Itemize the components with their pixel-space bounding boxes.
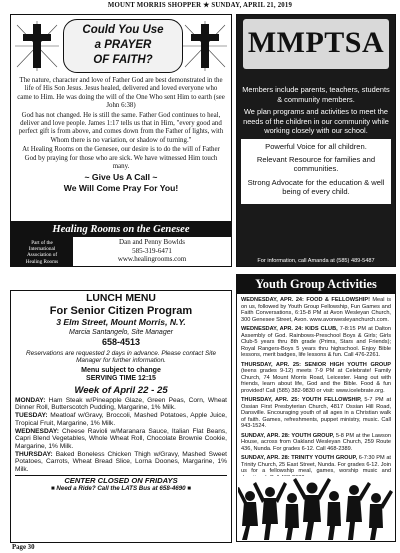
cross-icon: [15, 19, 59, 73]
lunch-subtitle: For Senior Citizen Program: [49, 304, 193, 317]
affiliation-line: International: [28, 246, 56, 253]
lunch-ride-notice: ■ Need a Ride? Call the LATS Bus at 658-4690 ■: [50, 485, 192, 493]
menu-day-label: WEDNESDAY:: [15, 427, 59, 435]
youth-event-text: 7-8:15 PM at Dalton Assembly of God. Rainbows-Preschool Boys & Girls; Girls Club-5 years thru 8th grade (Prims, Stars and Friends); Royal Rangers-Boys 5 years thru highschool. Enjoy Bible lessons, merit badges, life lessons & fun. Call 476-2261.: [241, 325, 391, 359]
prayer-paragraph: At Healing Rooms on the Genesee, our desire is to do the will of Father God by praying for those who are sick. We have witnessed Him touch many.: [22, 146, 220, 171]
youth-event-heading: WEDNESDAY, APR. 24: KIDS CLUB,: [241, 325, 338, 332]
youth-event: [241, 397, 391, 430]
healing-rooms-title: Healing Rooms on the Genesee: [52, 224, 190, 235]
mmptsa-contact: For information, call Amanda at (585) 489-5487: [237, 256, 395, 266]
menu-monday: [15, 397, 227, 412]
affiliation-line: Part of the: [31, 240, 53, 246]
mmptsa-ad: [236, 14, 396, 267]
mmptsa-mission-text: We plan programs and activities to meet the needs of the children in our community while working closely with our school.: [243, 107, 389, 135]
menu-day-label: MONDAY:: [15, 396, 46, 404]
lunch-closed-notice: CENTER CLOSED ON FRIDAYS: [15, 475, 227, 486]
youth-event-text: 5-8 PM at the Lawson House, across from Oakland Wesleyan Church, 259 Route 436, Nunda. For grades 6-12. Call 468-2389.: [241, 432, 391, 452]
lunch-menu: [10, 290, 232, 543]
menu-tuesday: [15, 412, 227, 427]
healing-rooms-affiliation: [11, 237, 73, 266]
healing-rooms-footer: [10, 222, 232, 267]
menu-day-label: TUESDAY:: [15, 412, 48, 420]
healing-rooms-info: [11, 237, 231, 266]
healing-rooms-contact: [73, 237, 231, 266]
mmptsa-value: Relevant Resource for families and communities.: [256, 154, 376, 174]
youth-group-activities: [236, 274, 396, 542]
youth-event-list: [237, 294, 395, 481]
prayer-title-line: OF FAITH?: [93, 54, 153, 66]
prayer-ad-header: [11, 15, 231, 77]
youth-event-text: 6-7:30 PM at Trinity Church, 25 East Street, Nunda. For grades 6-12. Join us for a fellowship meal, games, worship music and: [241, 455, 391, 475]
affiliation-line: Healing Rooms: [25, 258, 59, 265]
mmptsa-logo-text: MMPTSA: [243, 19, 389, 69]
lunch-serving-time: SERVING TIME 12:15: [86, 375, 156, 383]
prayer-title-line: Could You Use: [82, 24, 164, 36]
menu-thursday: [15, 451, 227, 474]
contact-names: Dan and Penny Bowlds: [119, 238, 185, 246]
mmptsa-values-box: [241, 139, 391, 204]
lunch-title: LUNCH MENU: [86, 293, 156, 304]
youth-event: [241, 297, 391, 323]
prayer-cta-line: ~ Give Us A Call ~: [84, 172, 158, 183]
menu-day-items: Cheese Ravioli w/Maranara Sauce, Italian Flat Beans, Capri Blend Vegetables, Whole Wheat Roll, Chocolate Brownie Cookie, Margarine, 1% Milk.: [15, 427, 227, 450]
prayer-call-to-action: [11, 172, 231, 194]
prayer-cta-line: We Will Come Pray For You!: [63, 183, 179, 194]
mmptsa-logo: [237, 19, 395, 85]
prayer-body: [11, 77, 231, 171]
youth-event-heading: THURSDAY, APR. 25: SENIOR HIGH YOUTH GROUP: [241, 361, 391, 368]
youth-event: [241, 326, 391, 359]
youth-event-heading: WEDNESDAY, APR. 24: FOOD & FELLOWSHIP!: [241, 297, 370, 303]
youth-event-text: 5-7 PM at Ossian First Presbyterian Church, 4817 Ossian Hill Road, Dansville. Encouraging youth of all ages in a Christian walk of faith. Games, refreshments, puppet ministry, music. Call 943-1524.: [241, 397, 391, 430]
lunch-address: 3 Elm Street, Mount Morris, N.Y.: [56, 316, 186, 327]
mmptsa-members-text: Members include parents, teachers, students & community members.: [242, 85, 390, 104]
youth-event: [241, 362, 391, 395]
youth-event-heading: SUNDAY, APR. 28: YOUTH GROUP,: [241, 432, 335, 439]
contact-website[interactable]: www.healingrooms.com: [117, 255, 187, 264]
lunch-change-note: Menu subject to change: [81, 366, 161, 374]
mmptsa-value: Powerful Voice for all children.: [265, 141, 367, 151]
affiliation-line: Association of: [26, 252, 58, 259]
prayer-paragraph: God has not changed. He is still the same. Father God continues to heal, deliver and love people. James 1:17 tells us that in Him, "every good and perfect gift is from above, and comes down from the Father of lights, with Whom there is no variation, or shadow of turning.": [18, 111, 224, 144]
lunch-manager: Marcia Santangelo, Site Manager: [69, 328, 173, 336]
prayer-title-line: a PRAYER: [94, 39, 152, 51]
youth-silhouettes-illustration: [238, 476, 393, 540]
youth-event: [241, 433, 391, 453]
newspaper-header: MOUNT MORRIS SHOPPER ★ SUNDAY, APRIL 21, 2019: [107, 2, 293, 9]
cross-icon: [183, 19, 227, 73]
mmptsa-value: Strong Advocate for the education & well being of every child.: [247, 177, 385, 197]
menu-wednesday: [15, 428, 227, 451]
menu-day-items: Meatloaf w/Gravy, Broccoli, Mashed Potatoes, Apple Juice, Tropical Fruit, Margarine, 1% Milk.: [15, 412, 227, 427]
lunch-week: Week of April 22 - 25: [74, 384, 168, 396]
youth-title: Youth Group Activities: [237, 275, 395, 294]
prayer-paragraph: The nature, character and love of Father God are best demonstrated in the life of His Son Jesus. Jesus healed, delivered and loved everyone who came to Him. He was doing the will of the One Who sent Him to earth (see John 6:38): [17, 77, 225, 110]
prayer-ad: [10, 14, 232, 222]
menu-day-items: Baked Boneless Chicken Thigh w/Gravy, Mashed Sweet Potatoes, Carrots, Wheat Bread Slice, Lorna Doones, Margarine, 1% Milk.: [15, 450, 227, 474]
youth-event-text: (teens grades 9-12) meets 7-9 PM at Celebrate! Family Church, 74 Mount Morris Road, Leicester. Hang out with friends, learn about life, God and the Bible. Food & fun provided! Call (585) 382-9830 or visit: www.icelebrate.org.: [241, 368, 391, 394]
menu-day-items: Ham Steak w/Pineapple Glaze, Green Peas, Corn, Wheat Dinner Roll, Butterscotch Pudding, Margarine, 1% Milk.: [15, 396, 227, 412]
lunch-reservation-note: Reservations are requested 2 days in advance. Please contact Site Manager for further information.: [25, 349, 217, 365]
contact-phone: 585-319-6471: [132, 246, 172, 255]
youth-event-text: Meal is on us, followed by Youth Group Fellowship, Fun Games and Faith Conversations, 6:15-8 PM at Avon Wesleyan Church, 300 Genesee Street, Avon. www.avonwesleyanchurch.com.: [241, 297, 391, 323]
menu-day-label: THURSDAY:: [15, 450, 53, 458]
prayer-title: [63, 19, 183, 73]
youth-event-heading: SUNDAY, APR. 28: TRINITY YOUTH GROUP,: [241, 455, 358, 462]
lunch-phone: 658-4513: [101, 336, 141, 347]
page-number: Page 30: [12, 544, 35, 551]
youth-event-heading: THURSDAY, APR. 25: YOUTH FELLOWSHIP,: [241, 397, 362, 404]
